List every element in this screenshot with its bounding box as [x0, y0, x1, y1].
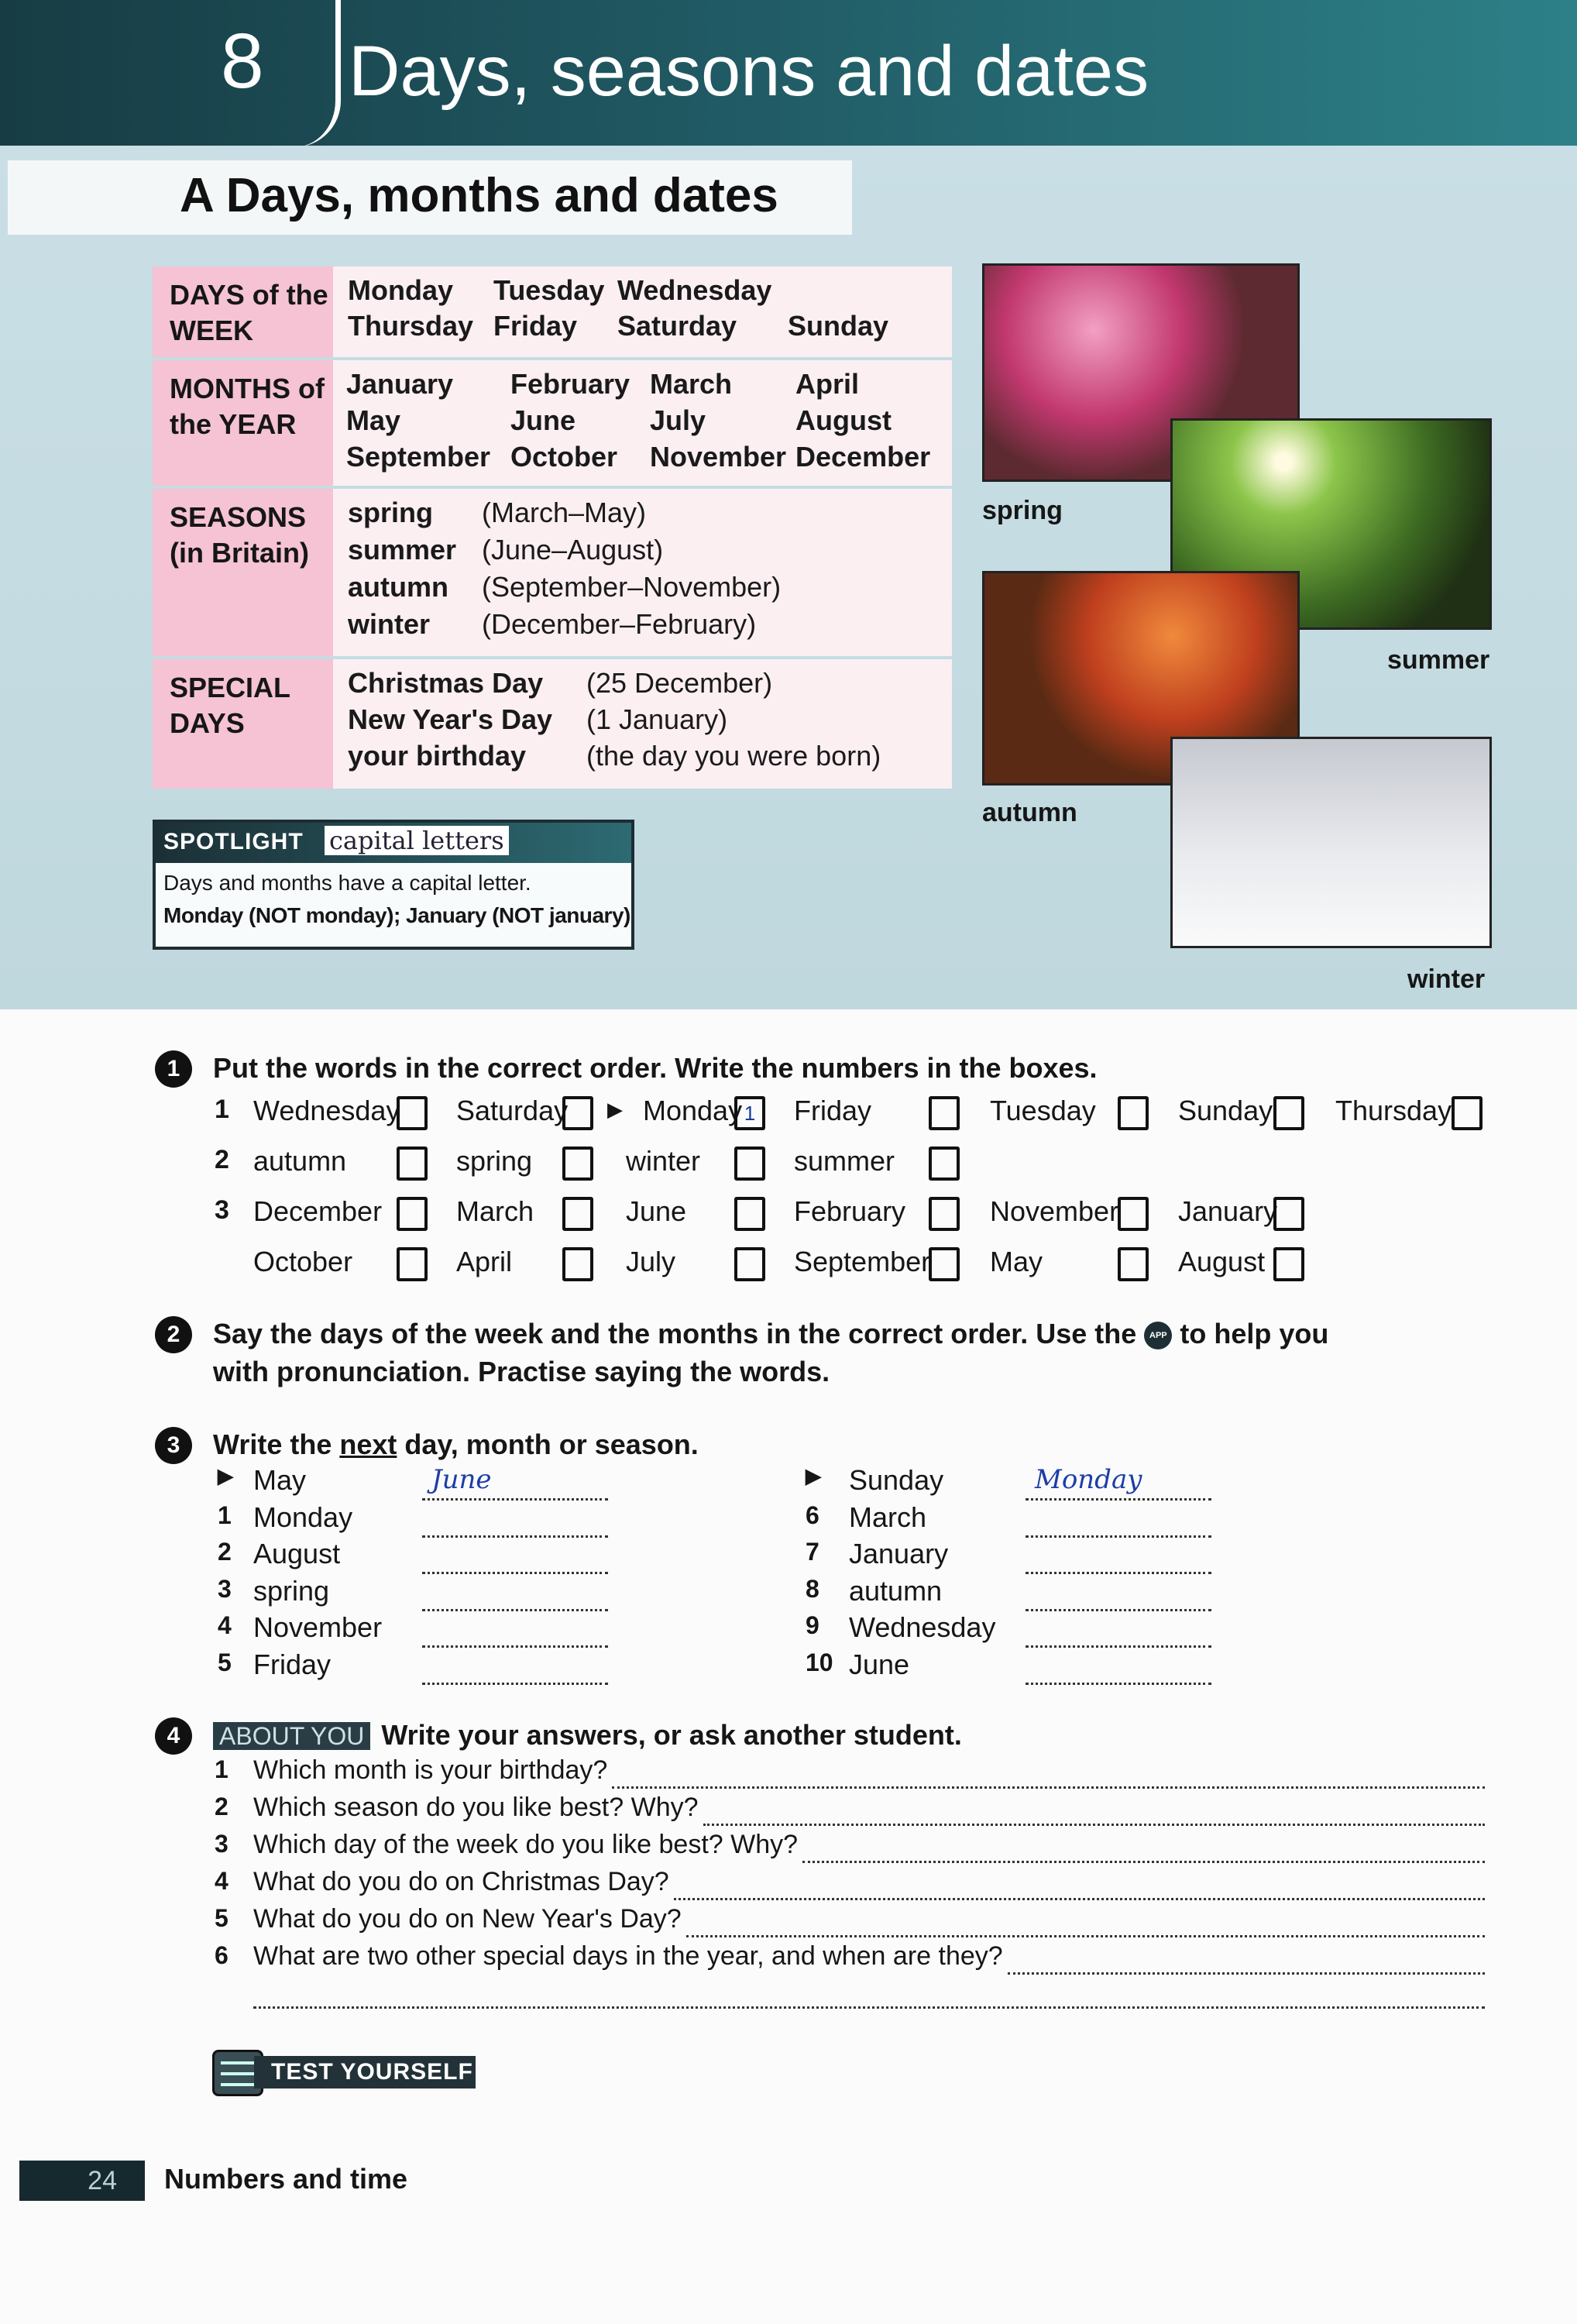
day: Saturday [617, 310, 737, 342]
day: Sunday [788, 310, 889, 342]
month: July [650, 404, 706, 436]
month: June [510, 404, 576, 436]
answer-box[interactable] [1118, 1247, 1149, 1281]
answer-line[interactable] [422, 1645, 608, 1648]
answer-box[interactable] [1118, 1197, 1149, 1231]
word: spring [253, 1574, 330, 1607]
word: November [253, 1611, 383, 1643]
exercise-instruction [213, 1318, 1328, 1350]
photo-label-spring: spring [982, 496, 1063, 525]
answer-box[interactable] [1273, 1197, 1304, 1231]
word: January [849, 1538, 949, 1569]
special-day-date: (25 December) [586, 667, 773, 699]
answer-line[interactable] [1026, 1535, 1211, 1538]
question-text: Which month is your birthday? [253, 1755, 608, 1785]
unit-header [0, 0, 1577, 147]
winter-photo [1170, 737, 1492, 948]
special-day-date: (the day you were born) [586, 740, 881, 772]
answer-box[interactable] [929, 1247, 960, 1281]
answer-line[interactable] [1008, 1972, 1485, 1975]
month: May [346, 404, 401, 436]
exercise-number: 4 [155, 1717, 192, 1755]
header-divider [294, 0, 341, 147]
special-day-name: New Year's Day [348, 703, 553, 735]
month: December [795, 441, 931, 473]
instruction-text: Say the days of the week and the months in the correct order. Use the [213, 1318, 1137, 1349]
word: June [849, 1648, 910, 1680]
table-row-seasons [153, 489, 952, 659]
month: March [650, 368, 733, 400]
test-yourself-label: TEST YOURSELF [254, 2056, 476, 2089]
word: autumn [253, 1145, 347, 1177]
item-number: 5 [218, 1648, 232, 1676]
answer-line[interactable] [686, 1935, 1485, 1937]
spotlight-topic: capital letters [325, 826, 509, 855]
word: January [1178, 1195, 1278, 1227]
word: Friday [253, 1648, 332, 1680]
word: October [253, 1246, 353, 1277]
word: June [626, 1195, 687, 1227]
question-number: 5 [215, 1904, 228, 1932]
day: Tuesday [493, 274, 605, 306]
word: December [253, 1195, 383, 1227]
spotlight-tag: SPOTLIGHT [163, 829, 304, 854]
answer-box[interactable] [929, 1197, 960, 1231]
word: Sunday [849, 1464, 944, 1496]
answer-box[interactable] [929, 1147, 960, 1181]
example-arrow-icon: ▶ [806, 1464, 821, 1487]
answer-line[interactable] [1026, 1609, 1211, 1611]
answer-line[interactable] [1026, 1498, 1211, 1501]
answer-box[interactable] [562, 1147, 593, 1181]
question-number: 6 [215, 1941, 228, 1969]
season-name: summer [348, 534, 457, 566]
day: Thursday [348, 310, 474, 342]
answer-line[interactable] [422, 1498, 608, 1501]
item-number: 9 [806, 1611, 819, 1639]
photo-label-autumn: autumn [982, 798, 1077, 827]
spotlight-example: Monday (NOT monday); January (NOT january) [163, 903, 630, 927]
answer-box[interactable] [397, 1096, 428, 1130]
exercise-number: 2 [155, 1316, 192, 1353]
word: August [253, 1538, 341, 1569]
answer-line[interactable] [612, 1786, 1485, 1789]
row-label: SPECIAL DAYS [153, 659, 333, 789]
answer-line[interactable] [422, 1572, 608, 1574]
exercise-instruction-2: with pronunciation. Practise saying the words. [213, 1356, 830, 1387]
item-number: 2 [215, 1145, 229, 1174]
answer-line[interactable] [253, 2006, 1485, 2009]
word: winter [626, 1145, 701, 1177]
answer-box[interactable] [1452, 1096, 1483, 1130]
season-name: spring [348, 497, 434, 528]
season-name: winter [348, 608, 431, 640]
photo-label-winter: winter [1407, 964, 1486, 994]
word: March [456, 1195, 534, 1227]
item-number: 3 [215, 1195, 229, 1225]
answer-line[interactable] [703, 1824, 1485, 1826]
season-range: (September–November) [482, 571, 782, 603]
answer-box[interactable] [562, 1197, 593, 1231]
answer-box[interactable] [929, 1096, 960, 1130]
footer-section: Numbers and time [164, 2163, 408, 2195]
question-number: 3 [215, 1830, 228, 1858]
answer-line[interactable] [1026, 1572, 1211, 1574]
handwritten-answer: June [431, 1464, 492, 1495]
example-arrow-icon: ▶ [218, 1464, 233, 1487]
month: February [510, 368, 630, 400]
month: August [795, 404, 892, 436]
about-you-tag: ABOUT YOU [213, 1722, 370, 1750]
answer-box[interactable]: 1 [734, 1096, 765, 1130]
spotlight-rule: Days and months have a capital letter. [163, 871, 531, 895]
exercise-instruction [213, 1719, 962, 1752]
item-number: 10 [806, 1648, 833, 1676]
season-range: (June–August) [482, 534, 664, 566]
word: Thursday [1335, 1095, 1452, 1126]
photo-label-summer: summer [1387, 645, 1490, 675]
instruction-text: Write your answers, or ask another student. [381, 1719, 962, 1751]
day: Monday [348, 274, 454, 306]
word: Monday [253, 1501, 353, 1533]
spotlight-box [153, 820, 634, 950]
answer-box[interactable] [1273, 1247, 1304, 1281]
word: summer [794, 1145, 895, 1177]
exercise-instruction [213, 1428, 699, 1461]
answer-box[interactable] [734, 1147, 765, 1181]
answer-box[interactable] [397, 1247, 428, 1281]
table-row-days [153, 266, 952, 360]
month: January [346, 368, 454, 400]
instruction-text: to help you [1180, 1318, 1329, 1349]
special-day-date: (1 January) [586, 703, 728, 735]
special-day-name: your birthday [348, 740, 527, 772]
question-text: What do you do on Christmas Day? [253, 1867, 669, 1896]
question-text: What do you do on New Year's Day? [253, 1904, 682, 1934]
word: Tuesday [990, 1095, 1096, 1126]
word: February [794, 1195, 906, 1227]
row-label: DAYS of the WEEK [153, 266, 333, 357]
item-number: 1 [218, 1501, 232, 1529]
question-number: 2 [215, 1793, 228, 1820]
section-a-title: A Days, months and dates [180, 169, 778, 222]
month: October [510, 441, 618, 473]
word: Monday [643, 1095, 743, 1126]
handwritten-answer: Monday [1035, 1464, 1142, 1495]
word: Wednesday [849, 1611, 996, 1643]
answer-box[interactable] [734, 1197, 765, 1231]
special-day-name: Christmas Day [348, 667, 544, 699]
word: Saturday [456, 1095, 569, 1126]
answer-box[interactable] [734, 1247, 765, 1281]
season-name: autumn [348, 571, 448, 603]
question-number: 4 [215, 1867, 228, 1895]
question-text: Which season do you like best? Why? [253, 1793, 699, 1822]
item-number: 3 [218, 1574, 232, 1603]
answer-box[interactable] [397, 1147, 428, 1181]
page-number: 24 [19, 2161, 145, 2201]
word: autumn [849, 1574, 943, 1607]
word: Sunday [1178, 1095, 1273, 1126]
word: spring [456, 1145, 533, 1177]
answer-box[interactable] [1118, 1096, 1149, 1130]
answer-line[interactable] [1026, 1683, 1211, 1685]
word: May [990, 1246, 1043, 1277]
word: April [456, 1246, 513, 1277]
example-arrow-icon: ▶ [607, 1098, 623, 1121]
vocabulary-table [153, 266, 952, 789]
answer-box[interactable] [1273, 1096, 1304, 1130]
word: July [626, 1246, 676, 1277]
answer-line[interactable] [422, 1683, 608, 1685]
table-row-months [153, 360, 952, 489]
item-number: 2 [218, 1538, 232, 1566]
answer-box[interactable] [397, 1197, 428, 1231]
exercise-number: 1 [155, 1050, 192, 1088]
row-label: SEASONS (in Britain) [153, 489, 333, 656]
answer-line[interactable] [802, 1861, 1485, 1863]
answer-box[interactable] [562, 1247, 593, 1281]
answer-line[interactable] [422, 1535, 608, 1538]
test-yourself-button[interactable] [212, 2050, 476, 2096]
season-range: (March–May) [482, 497, 647, 528]
word: November [990, 1195, 1119, 1227]
item-number: 1 [215, 1095, 229, 1124]
item-number: 8 [806, 1574, 819, 1603]
row-label: MONTHS of the YEAR [153, 360, 333, 486]
exercise-instruction: Put the words in the correct order. Write the numbers in the boxes. [213, 1052, 1098, 1084]
question-number: 1 [215, 1755, 228, 1783]
day: Friday [493, 310, 578, 342]
instruction-underlined: next [339, 1428, 397, 1460]
item-number: 6 [806, 1501, 819, 1529]
word: Wednesday [253, 1095, 400, 1126]
month: September [346, 441, 491, 473]
section-a-heading [8, 160, 852, 235]
instruction-text: day, month or season. [397, 1428, 699, 1460]
word: May [253, 1464, 307, 1496]
answer-line[interactable] [1026, 1645, 1211, 1648]
exercise-number: 3 [155, 1427, 192, 1464]
word: September [794, 1246, 931, 1277]
month: April [795, 368, 860, 400]
answer-box[interactable] [562, 1096, 593, 1130]
table-row-special-days [153, 659, 952, 789]
word: March [849, 1501, 927, 1533]
month: November [650, 441, 787, 473]
instruction-text: Write the [213, 1428, 340, 1460]
unit-title: Days, seasons and dates [349, 32, 1149, 111]
item-number: 7 [806, 1538, 819, 1566]
day: Wednesday [617, 274, 772, 306]
unit-number: 8 [221, 18, 264, 105]
answer-line[interactable] [674, 1898, 1485, 1900]
question-text: Which day of the week do you like best? Why? [253, 1830, 799, 1859]
word: August [1178, 1246, 1266, 1277]
question-text: What are two other special days in the year, and when are they? [253, 1941, 1003, 1971]
app-icon: APP [1144, 1322, 1172, 1349]
season-range: (December–February) [482, 608, 757, 640]
answer-line[interactable] [422, 1609, 608, 1611]
item-number: 4 [218, 1611, 232, 1639]
word: Friday [794, 1095, 872, 1126]
